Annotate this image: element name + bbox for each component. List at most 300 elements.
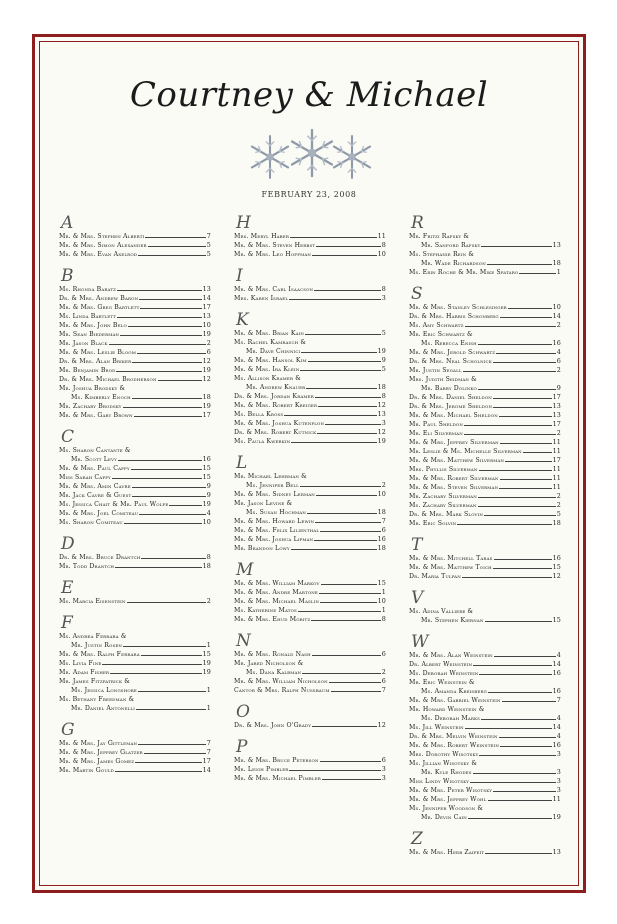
table-number: 15 (202, 464, 211, 472)
guest-row (409, 678, 561, 687)
guest-name: Ms. Zachary Silverman (409, 502, 477, 509)
table-number: 1 (381, 606, 386, 614)
leader-line (493, 407, 551, 408)
table-number: 19 (377, 437, 386, 445)
table-number: 14 (202, 294, 211, 302)
guest-row (59, 748, 211, 757)
guest-row (59, 375, 211, 384)
guest-name: Ms. Jennifer Bell (246, 482, 299, 489)
guest-row (409, 241, 561, 250)
guest-row (234, 365, 386, 374)
seating-column-2 (234, 215, 386, 792)
table-number: 12 (202, 357, 211, 365)
guest-row (59, 677, 211, 686)
section-letter: M (236, 560, 254, 580)
guest-name: Dr. & Mrs. Daniel Sheldon (409, 394, 492, 401)
guest-row (234, 329, 386, 338)
leader-line (329, 682, 381, 683)
guest-name: Ms. Sharon Comiteau (59, 519, 123, 526)
leader-line (500, 443, 552, 444)
leader-line (315, 397, 381, 398)
table-number: 15 (202, 650, 211, 658)
section-a (59, 215, 211, 259)
guest-row (234, 579, 386, 588)
table-number: 3 (556, 777, 561, 785)
guest-row (59, 632, 211, 641)
table-number: 4 (556, 714, 561, 722)
leader-line (137, 353, 206, 354)
guest-row (59, 491, 211, 500)
guest-row (409, 687, 561, 696)
leader-line (116, 371, 201, 372)
guest-row (59, 518, 211, 527)
guest-name: Mrs. Meryl Haber (234, 233, 289, 240)
guest-name: Mr. Paul Sheldon (409, 421, 464, 428)
leader-line (465, 728, 552, 729)
section-h (234, 215, 386, 259)
table-number: 17 (202, 411, 211, 419)
guest-name: Ms. Livia Fine (59, 660, 102, 667)
guest-name: Ms. Adina Valliere & (409, 608, 474, 615)
section-letter: Z (411, 829, 423, 849)
snowflake-icon (252, 136, 288, 178)
guest-name: Mr. Wade Richardson (421, 260, 486, 267)
section-z (409, 831, 561, 857)
table-number: 5 (206, 241, 211, 249)
guest-row (409, 572, 561, 581)
guest-name: Dr. & Mrs. Bruce Drantch (59, 554, 141, 561)
table-number: 19 (202, 659, 211, 667)
table-number: 6 (381, 650, 386, 658)
guest-row (409, 321, 561, 330)
table-number: 1 (381, 588, 386, 596)
table-number: 4 (206, 509, 211, 517)
leader-line (123, 646, 206, 647)
guest-name: Miss Sarah Cappy (59, 474, 111, 481)
guest-name: Ms. Sharon Cantante & (59, 447, 131, 454)
guest-row (234, 392, 386, 401)
section-b (59, 268, 211, 420)
guest-name: Mr. Benjamin Brod (59, 367, 116, 374)
leader-line (463, 371, 556, 372)
table-number: 2 (556, 429, 561, 437)
leader-line (112, 478, 202, 479)
guest-row (409, 714, 561, 723)
guest-name: Mr. & Mrs. Jay Gittleman (59, 740, 138, 747)
table-number: 10 (202, 518, 211, 526)
guest-name: Mr. & Mrs. Leo Hoffman (234, 251, 312, 258)
table-number: 14 (552, 723, 561, 731)
table-number: 16 (377, 535, 386, 543)
guest-name: Mr. Brandon Lowy (234, 545, 290, 552)
guest-name: Mr. & Mrs. Jerold Schwartz (409, 349, 496, 356)
table-number: 12 (202, 375, 211, 383)
leader-line (291, 442, 376, 443)
guest-row (59, 695, 211, 704)
guest-name: Mr. & Mrs. Gabriel Weinstein (409, 697, 501, 704)
guest-name: Mr. & Mrs. Jeffrey Glatzer (59, 749, 143, 756)
table-number: 13 (377, 410, 386, 418)
leader-line (132, 496, 205, 497)
section-letter: W (411, 632, 429, 652)
guest-name: Mr. & Mrs. Paul Cappy (59, 465, 130, 472)
table-number: 9 (381, 356, 386, 364)
guest-row (59, 704, 211, 713)
guest-row (59, 641, 211, 650)
leader-line (290, 237, 377, 238)
guest-row (59, 330, 211, 339)
table-number: 9 (206, 482, 211, 490)
guest-name: Mr. & Mrs. Joel Comiteau (59, 510, 139, 517)
table-number: 17 (202, 757, 211, 765)
guest-row (409, 232, 561, 241)
section-letter: E (61, 578, 74, 598)
guest-name: Mr. Martin Gould (59, 767, 115, 774)
guest-row (234, 677, 386, 686)
table-number: 17 (552, 456, 561, 464)
leader-line (298, 611, 381, 612)
guest-row (234, 232, 386, 241)
guest-name: Ms. Erin Roche & Mr. Mike Spataro (409, 269, 519, 276)
guest-row (59, 321, 211, 330)
guest-name: Mr. Barry Dolinko (421, 385, 477, 392)
table-number: 16 (552, 339, 561, 347)
guest-name: Mr. & Mrs. Andre Martone (234, 589, 318, 596)
leader-line (320, 761, 381, 762)
leader-line (300, 486, 381, 487)
table-number: 11 (552, 483, 561, 491)
guest-name: Mr. & Mrs. Steven Herbst (234, 242, 316, 249)
guest-row (234, 285, 386, 294)
leader-line (138, 744, 206, 745)
table-number: 10 (377, 490, 386, 498)
leader-line (473, 773, 556, 774)
leader-line (321, 584, 377, 585)
guest-row (234, 659, 386, 668)
guest-row (59, 312, 211, 321)
guest-row (409, 616, 561, 625)
leader-line (464, 425, 552, 426)
guest-row (409, 456, 561, 465)
table-number: 16 (552, 687, 561, 695)
table-number: 18 (377, 544, 386, 552)
guest-name: Mr. Justin Rosen (71, 642, 123, 649)
table-number: 2 (556, 492, 561, 500)
guest-row (234, 597, 386, 606)
table-number: 3 (381, 774, 386, 782)
guest-row (59, 500, 211, 509)
guest-row (59, 366, 211, 375)
guest-name: Mr. & Mrs. Alan Weinstein (409, 652, 493, 659)
guest-row (409, 429, 561, 438)
table-number: 16 (552, 741, 561, 749)
table-number: 11 (552, 447, 561, 455)
guest-row (409, 492, 561, 501)
table-number: 13 (552, 848, 561, 856)
section-letter: S (411, 284, 423, 304)
guest-name: Mr. Justin Segall (409, 367, 462, 374)
leader-line (120, 335, 201, 336)
guest-row (59, 384, 211, 393)
leader-line (132, 398, 202, 399)
guest-name: Dr. & Mrs. Neal Scholnick (409, 358, 492, 365)
table-number: 4 (556, 348, 561, 356)
table-number: 10 (552, 303, 561, 311)
guest-row (409, 501, 561, 510)
guest-name: Ms. Bethany Freedman & (59, 696, 135, 703)
guest-name: Mr. Adam Fisher (59, 669, 110, 676)
leader-line (314, 290, 381, 291)
guest-row (59, 455, 211, 464)
guest-row (409, 519, 561, 528)
leader-line (115, 771, 202, 772)
leader-line (139, 299, 201, 300)
leader-line (494, 559, 552, 560)
table-number: 2 (206, 339, 211, 347)
table-number: 1 (206, 686, 211, 694)
leader-line (508, 308, 552, 309)
leader-line (132, 362, 201, 363)
table-number: 2 (556, 366, 561, 374)
guest-name: Ms. Marcia Eisenstein (59, 598, 126, 605)
table-number: 5 (381, 329, 386, 337)
leader-line (138, 255, 206, 256)
table-number: 3 (556, 768, 561, 776)
leader-line (502, 701, 556, 702)
table-number: 16 (202, 455, 211, 463)
guest-row (59, 348, 211, 357)
guest-name: Mr. & Mrs. Herb Zaifeit (409, 849, 485, 856)
leader-line (488, 800, 552, 801)
guest-row (59, 766, 211, 775)
section-letter: I (236, 266, 243, 286)
guest-row (59, 659, 211, 668)
guest-name: Dr. & Mrs. Andrew Baron (59, 295, 139, 302)
leader-line (479, 470, 552, 471)
guest-name: Mr. & Mrs. Ralph Ferrara (59, 651, 140, 658)
leader-line (158, 380, 202, 381)
leader-line (493, 568, 552, 569)
table-number: 14 (552, 312, 561, 320)
guest-row (409, 393, 561, 402)
guest-name: Mr. & Mrs. Carl Isaacson (234, 286, 314, 293)
chart-border (32, 34, 586, 893)
guest-name: Dr. & Mrs. Alan Briker (59, 358, 132, 365)
table-number: 17 (202, 303, 211, 311)
section-v (409, 590, 561, 625)
guest-name: Mr. Zachary Brodsky (59, 403, 122, 410)
guest-name: Mrs. Judith Seidman & (409, 376, 477, 383)
guest-row (409, 357, 561, 366)
guest-name: Dr. & Mrs. Jerome Sheldon (409, 403, 493, 410)
leader-line (485, 853, 551, 854)
leader-line (134, 416, 202, 417)
guest-row (409, 777, 561, 786)
leader-line (144, 753, 206, 754)
guest-name: Mr. Jack Cavre & Guest (59, 492, 132, 499)
leader-line (319, 593, 381, 594)
guest-row (234, 401, 386, 410)
section-letter: C (61, 427, 75, 447)
table-number: 16 (552, 554, 561, 562)
leader-line (117, 290, 201, 291)
event-date: FEBRUARY 23, 2008 (261, 190, 357, 199)
guest-row (59, 650, 211, 659)
table-number: 13 (202, 312, 211, 320)
guest-name: Mr. & Mrs. James Gomez (59, 758, 135, 765)
guest-name: Ms. Rhonda Baratz (59, 286, 117, 293)
guest-row (234, 588, 386, 597)
guest-name: Mr. Eli Silverman (409, 430, 463, 437)
section-letter: O (236, 702, 250, 722)
guest-row (234, 250, 386, 259)
table-number: 17 (552, 393, 561, 401)
guest-row (59, 402, 211, 411)
section-l (234, 455, 386, 553)
leader-line (317, 433, 376, 434)
leader-line (487, 264, 552, 265)
table-number: 4 (556, 732, 561, 740)
guest-row (409, 420, 561, 429)
guest-row (234, 347, 386, 356)
guest-row (234, 774, 386, 783)
table-number: 19 (202, 500, 211, 508)
guest-name: Mr. Andrew Knauer (246, 384, 306, 391)
guest-row (234, 650, 386, 659)
guest-row (409, 259, 561, 268)
guest-name: Mr. & Mrs. Robert Silverman (409, 475, 499, 482)
section-letter: K (236, 310, 249, 330)
table-number: 7 (206, 232, 211, 240)
leader-line (141, 655, 202, 656)
guest-row (234, 481, 386, 490)
table-number: 3 (556, 786, 561, 794)
guest-name: Mr. Sanford Rafsky (421, 242, 481, 249)
leader-line (135, 762, 201, 763)
section-i (234, 268, 386, 303)
guest-name: Ms. Deborah Weinstein (409, 670, 479, 677)
guest-row (409, 750, 561, 759)
guest-name: Mr. & Mrs. Howard Lewin (234, 518, 315, 525)
guest-name: Mr. Stephen Kiernan (421, 617, 484, 624)
section-letter: G (61, 720, 75, 740)
snowflake-icon (334, 136, 370, 178)
guest-row (409, 660, 561, 669)
table-number: 15 (377, 579, 386, 587)
table-number: 11 (552, 474, 561, 482)
guest-name: Mr. Todd Drantch (59, 563, 115, 570)
guest-name: Mr. & Mrs. Michael Maslin (234, 598, 320, 605)
guest-row (59, 339, 211, 348)
guest-row (234, 356, 386, 365)
guest-row (409, 554, 561, 563)
guest-name: Ms. Rebecca Enish (421, 340, 477, 347)
guest-row (409, 795, 561, 804)
table-number: 19 (202, 330, 211, 338)
table-number: 17 (552, 420, 561, 428)
guest-name: Cantor & Mrs. Ralph Nussbaum (234, 687, 330, 694)
leader-line (284, 415, 376, 416)
guest-row (409, 563, 561, 572)
table-number: 5 (206, 250, 211, 258)
guest-row (234, 508, 386, 517)
table-number: 19 (202, 402, 211, 410)
guest-row (409, 312, 561, 321)
guest-name: Mr. & Mrs. Simon Alexander (59, 242, 147, 249)
table-number: 13 (552, 411, 561, 419)
table-number: 12 (377, 428, 386, 436)
leader-line (307, 513, 377, 514)
table-number: 3 (556, 750, 561, 758)
section-e (59, 580, 211, 606)
guest-name: Mr. & Mrs. William Nicholson (234, 678, 328, 685)
guest-row (59, 232, 211, 241)
table-number: 8 (381, 241, 386, 249)
guest-row (234, 535, 386, 544)
leader-line (312, 726, 377, 727)
leader-line (131, 469, 202, 470)
leader-line (478, 344, 552, 345)
guest-name: Dr. & Mrs. Michael Brodherson (59, 376, 157, 383)
table-number: 19 (202, 668, 211, 676)
table-number: 9 (556, 384, 561, 392)
guest-name: Dr. Albert Weinstein (409, 661, 473, 668)
leader-line (306, 388, 376, 389)
leader-line (127, 602, 206, 603)
leader-line (478, 389, 556, 390)
table-number: 9 (206, 491, 211, 499)
guest-row (234, 686, 386, 695)
guest-name: Mr. & Mrs. William Markov (234, 580, 320, 587)
guest-row (59, 473, 211, 482)
leader-line (478, 497, 556, 498)
guest-name: Mr. & Mrs. Matthew Silverman (409, 457, 505, 464)
guest-row (59, 757, 211, 766)
section-g (59, 722, 211, 775)
guest-name: Mr. Michael Lehrman & (234, 473, 307, 480)
guest-row (409, 696, 561, 705)
guest-name: Mr. & Mrs. Joshua Kutenplon (234, 420, 325, 427)
guest-name: Dr. & Mrs. Melvin Weinstein (409, 733, 498, 740)
table-number: 7 (556, 696, 561, 704)
guest-row (409, 268, 561, 277)
guest-name: Mr. Jason Black (59, 340, 108, 347)
leader-line (493, 791, 556, 792)
guest-row (59, 393, 211, 402)
leader-line (316, 246, 381, 247)
leader-line (312, 255, 377, 256)
table-number: 14 (552, 660, 561, 668)
section-m (234, 562, 386, 624)
table-number: 11 (377, 232, 386, 240)
table-number: 14 (202, 766, 211, 774)
guest-name: Ms. Jessica Longshore (71, 687, 137, 694)
guest-row (409, 651, 561, 660)
leader-line (136, 709, 206, 710)
leader-line (457, 524, 551, 525)
leader-line (493, 398, 552, 399)
table-number: 11 (552, 795, 561, 803)
guest-name: Mr. Devin Cain (421, 814, 467, 821)
guest-name: Mr. Leslie & Ms. Michelle Silverman (409, 448, 522, 455)
guest-row (409, 348, 561, 357)
guest-name: Ms. Bella Kross (234, 411, 284, 418)
guest-row (234, 721, 386, 730)
leader-line (117, 317, 202, 318)
guest-name: Mr. & Mrs. Ehud Moritz (234, 616, 311, 623)
guest-row (234, 668, 386, 677)
leader-line (479, 755, 555, 756)
